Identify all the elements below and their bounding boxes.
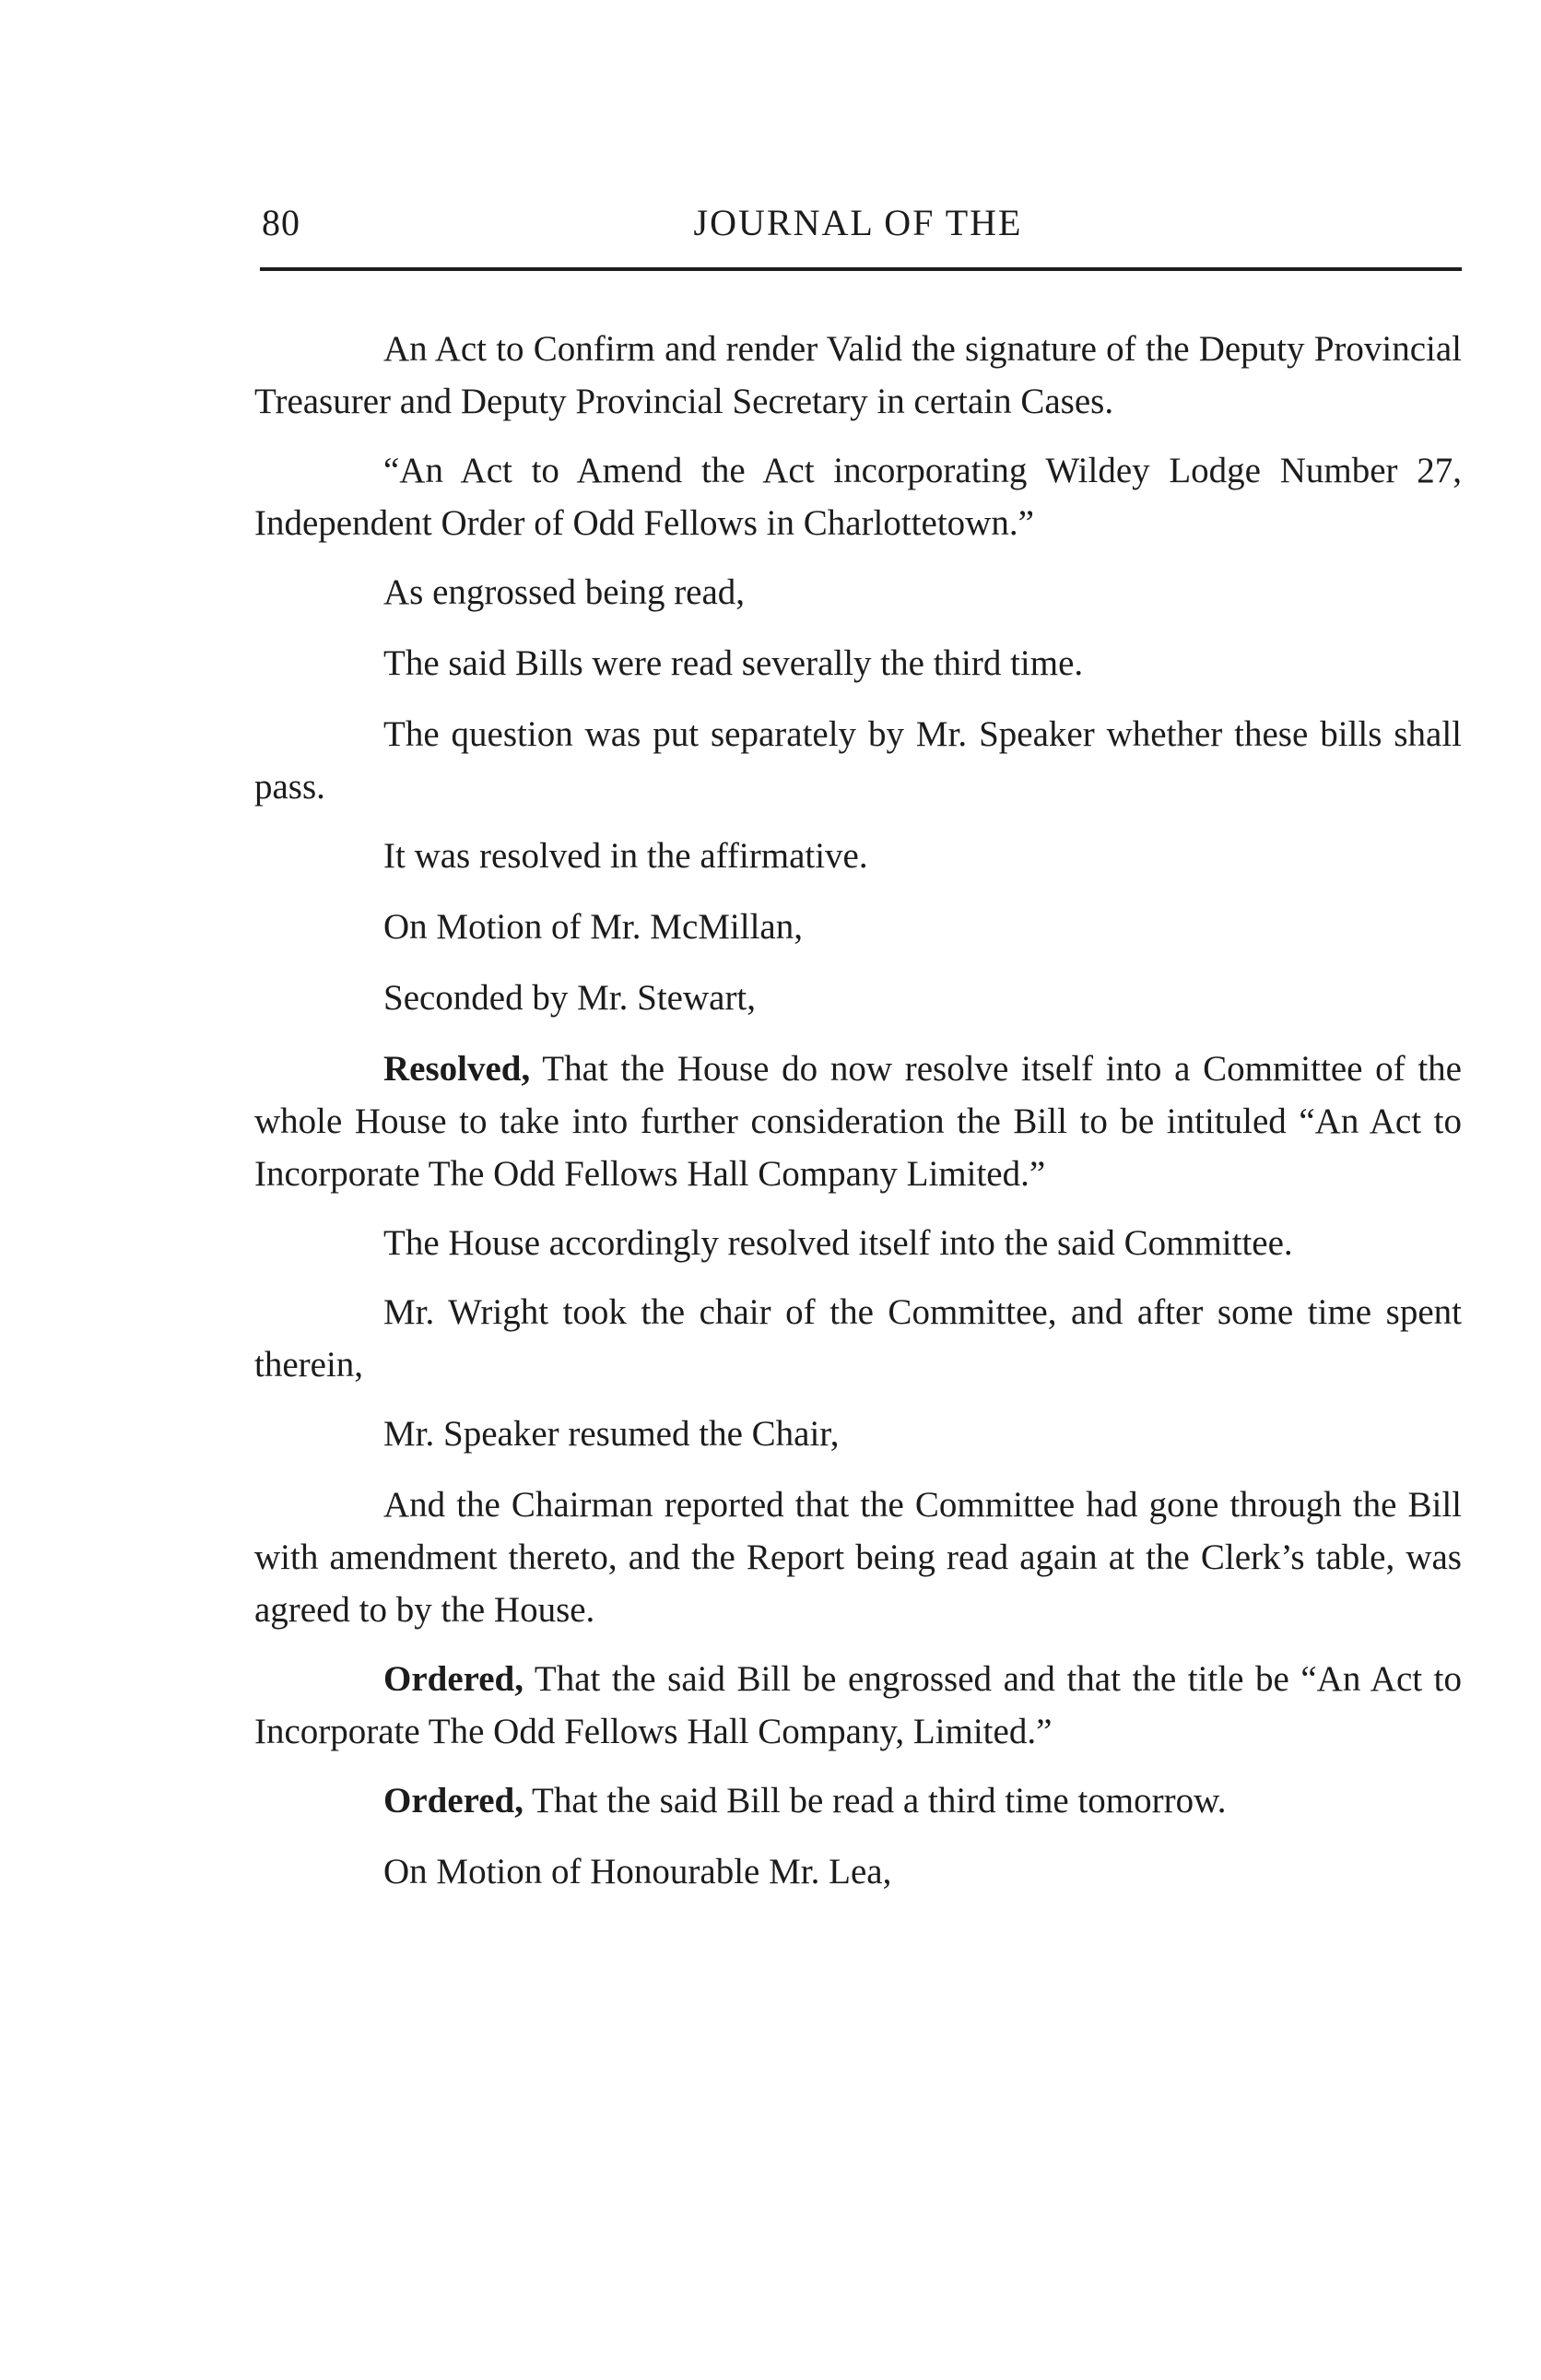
paragraph: “An Act to Amend the Act incorporating Wildey Lodge Number 27, Independent Order of Odd Fellows in Charlottetown.” bbox=[254, 451, 1462, 543]
paragraph: And the Chairman reported that the Committee had gone through the Bill with amendment thereto, and the Report being read again at the Clerk’s table, was agreed to by the House. bbox=[254, 1485, 1462, 1630]
paragraph: Mr. Wright took the chair of the Committee, and after some time spent therein, bbox=[254, 1292, 1462, 1384]
running-head: JOURNAL OF THE bbox=[693, 202, 1023, 243]
paragraph-resolved: Resolved, That the House do now resolve itself into a Committee of the whole House to take into further consideration the Bill to be intituled “An Act to Incorporate The Odd Fellows Hall Company Limited.” bbox=[254, 1049, 1462, 1194]
ordered-lead: Ordered, bbox=[383, 1781, 524, 1820]
resolved-lead: Resolved, bbox=[383, 1049, 531, 1089]
page-number: 80 bbox=[262, 202, 300, 243]
paragraph: On Motion of Mr. McMillan, bbox=[383, 907, 803, 947]
paragraph: It was resolved in the affirmative. bbox=[383, 836, 868, 876]
page-header bbox=[254, 201, 1462, 256]
paragraph: An Act to Confirm and render Valid the signature of the Deputy Provincial Treasurer and Deputy Provincial Secretary in certain Cases. bbox=[254, 329, 1462, 421]
paragraph: On Motion of Honourable Mr. Lea, bbox=[383, 1852, 892, 1891]
header-rule bbox=[260, 267, 1462, 271]
paragraph: As engrossed being read, bbox=[383, 572, 746, 612]
paragraph: Seconded by Mr. Stewart, bbox=[383, 978, 757, 1018]
paragraph-ordered: Ordered, That the said Bill be read a third time tomorrow. bbox=[383, 1781, 1227, 1820]
paragraph: The said Bills were read severally the third time. bbox=[383, 643, 1084, 683]
paragraph: Mr. Speaker resumed the Chair, bbox=[383, 1414, 840, 1454]
body-text bbox=[254, 323, 1462, 1916]
ordered-lead: Ordered, bbox=[383, 1659, 524, 1699]
paragraph: The House accordingly resolved itself into the said Committee. bbox=[383, 1223, 1293, 1263]
paragraph-ordered: Ordered, That the said Bill be engrossed and that the title be “An Act to Incorporate The Odd Fellows Hall Company, Limited.” bbox=[254, 1659, 1462, 1751]
paragraph: The question was put separately by Mr. Speaker whether these bills shall pass. bbox=[254, 714, 1462, 807]
